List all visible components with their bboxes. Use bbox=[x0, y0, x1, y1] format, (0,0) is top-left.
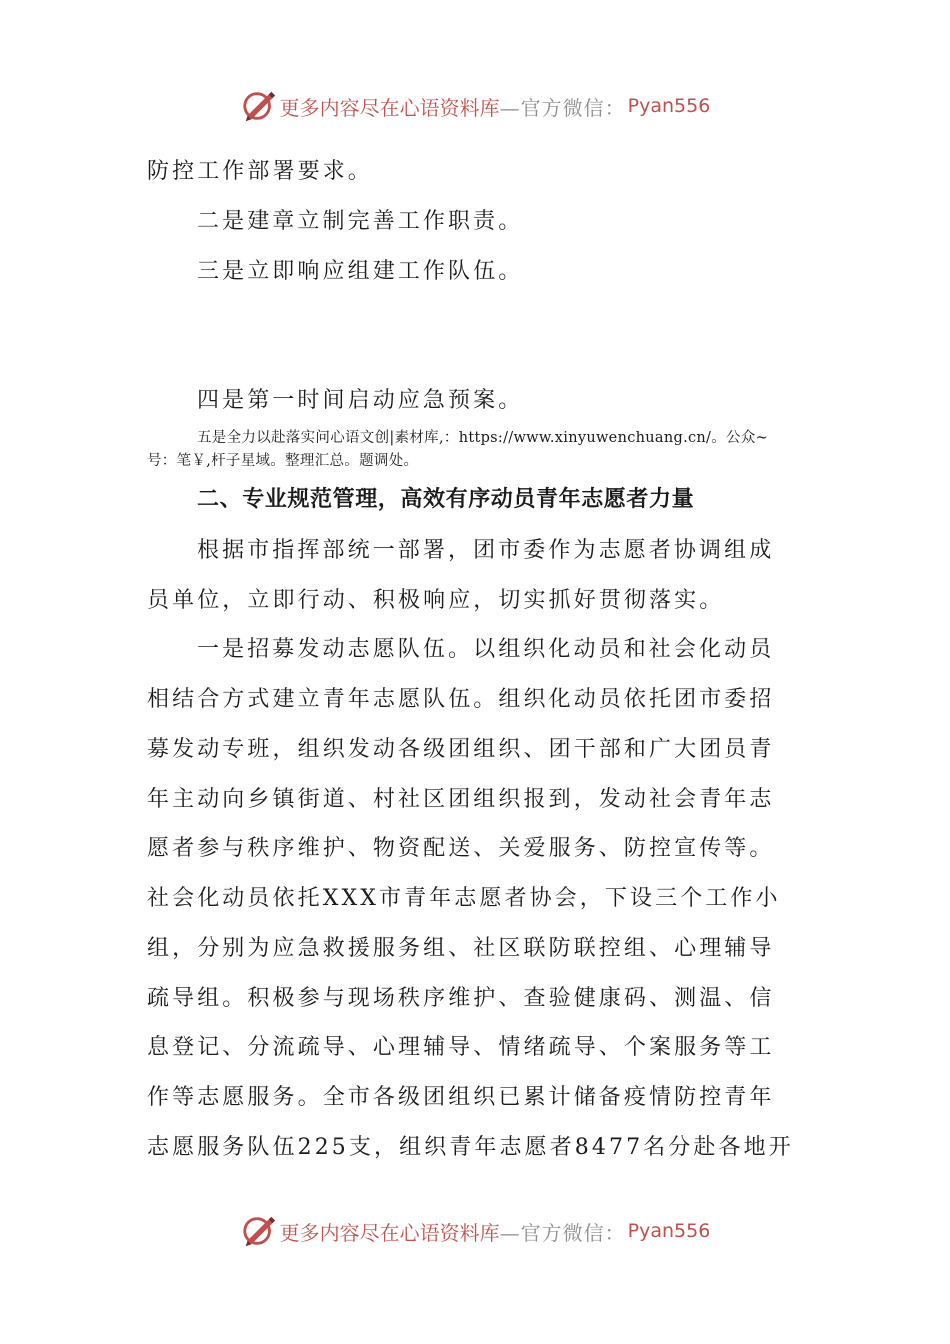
body-line: 疏导组。积极参与现场秩序维护、查验健康码、测温、信 bbox=[147, 986, 775, 1011]
body-line: 防控工作部署要求。 bbox=[147, 159, 373, 184]
body-line: 社会化动员依托XXX市青年志愿者协会，下设三个工作小 bbox=[147, 886, 781, 911]
body-line: 愿者参与秩序维护、物资配送、关爱服务、防控宣传等。 bbox=[147, 836, 775, 861]
banner-sub-text: —官方微信： bbox=[499, 1220, 626, 1245]
body-line: 息登记、分流疏导、心理辅导、情绪疏导、个案服务等工 bbox=[147, 1035, 775, 1060]
body-line: 一是招募发动志愿队伍。以组织化动员和社会化动员 bbox=[197, 637, 775, 662]
body-line: 组，分别为应急救援服务组、社区联防联控组、心理辅导 bbox=[147, 936, 775, 961]
body-line: 志愿服务队伍225支，组织青年志愿者8477名分赴各地开 bbox=[147, 1135, 794, 1160]
body-line: 三是立即响应组建工作队伍。 bbox=[197, 259, 524, 284]
banner-sub-text: —官方微信： bbox=[499, 95, 626, 120]
pen-logo-icon bbox=[240, 87, 278, 125]
section-heading: 二、专业规范管理，高效有序动员青年志愿者力量 bbox=[197, 487, 695, 512]
body-line: 四是第一时间启动应急预案。 bbox=[197, 388, 524, 413]
footer-banner bbox=[0, 1209, 950, 1253]
body-line: 二是建章立制完善工作职责。 bbox=[197, 209, 524, 234]
body-line: 作等志愿服务。全市各级团组织已累计储备疫情防控青年 bbox=[147, 1085, 775, 1110]
source-note-line: 五是全力以赴落实问心语文创|素材库,：https://www.xinyuwenchuang.cn/。公众~ bbox=[197, 430, 769, 446]
banner-main-text: 更多内容尽在心语资料库 bbox=[279, 1220, 500, 1245]
body-line: 相结合方式建立青年志愿队伍。组织化动员依托团市委招 bbox=[147, 687, 775, 712]
body-line: 根据市指挥部统一部署，团市委作为志愿者协调组成 bbox=[197, 538, 775, 563]
source-note-line: 号：笔￥,杆子星域。整理汇总。题调处。 bbox=[147, 453, 419, 469]
banner-wechat-id: Pyan556 bbox=[627, 1220, 711, 1242]
banner-wechat-id: Pyan556 bbox=[627, 95, 711, 117]
body-line: 募发动专班，组织发动各级团组织、团干部和广大团员青 bbox=[147, 737, 775, 762]
pen-logo-icon bbox=[240, 1212, 278, 1250]
banner-main-text: 更多内容尽在心语资料库 bbox=[279, 95, 500, 120]
header-banner bbox=[0, 84, 950, 128]
body-line: 年主动向乡镇街道、村社区团组织报到，发动社会青年志 bbox=[147, 787, 775, 812]
body-line: 员单位，立即行动、积极响应，切实抓好贯彻落实。 bbox=[147, 588, 725, 613]
